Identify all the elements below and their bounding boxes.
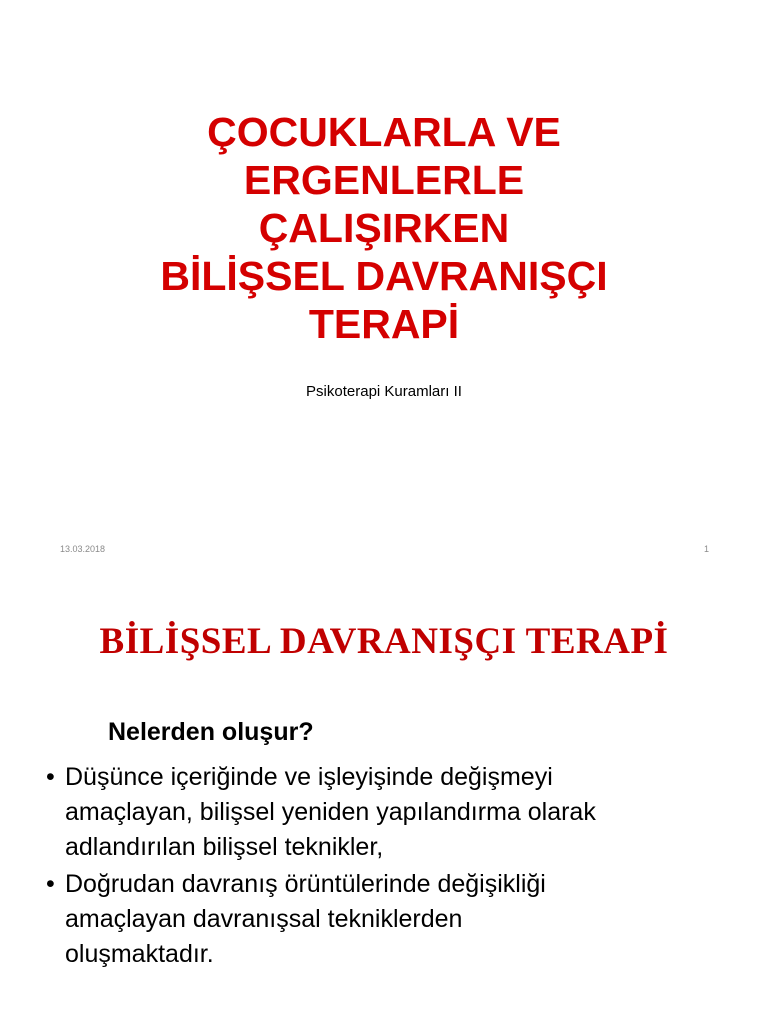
bullet-list — [46, 760, 736, 974]
title-line: ERGENLERLE — [243, 157, 525, 203]
slide-2 — [0, 576, 768, 1024]
title-line: ÇALIŞIRKEN — [258, 205, 510, 251]
bullet-line: Doğrudan davranış örüntülerinde değişikliği — [65, 870, 546, 898]
title-line: TERAPİ — [308, 301, 460, 347]
bullet-line: oluşmaktadır. — [65, 940, 214, 968]
bullet-line: adlandırılan bilişsel teknikler, — [65, 833, 384, 861]
bullet-dot-icon: • — [46, 870, 55, 898]
bullet-item — [46, 867, 736, 972]
bullet-dot-icon: • — [46, 763, 55, 791]
slide-title: BİLİŞSEL DAVRANIŞÇI TERAPİ — [99, 621, 669, 662]
title-line: BİLİŞSEL DAVRANIŞÇI — [160, 253, 608, 299]
footer-page-number: 1 — [704, 544, 710, 554]
title-line: ÇOCUKLARLA VE — [207, 109, 561, 155]
slide-title — [0, 108, 768, 348]
bullet-line: amaçlayan davranışsal tekniklerden — [65, 905, 463, 933]
bullet-line: Düşünce içeriğinde ve işleyişinde değişmeyi — [65, 763, 553, 791]
question-heading: Nelerden oluşur? — [108, 718, 314, 746]
slide-subtitle: Psikoterapi Kuramları II — [306, 383, 462, 400]
bullet-item — [46, 760, 736, 865]
bullet-line: amaçlayan, bilişsel yeniden yapılandırma olarak — [65, 798, 596, 826]
footer-date: 13.03.2018 — [60, 544, 106, 554]
